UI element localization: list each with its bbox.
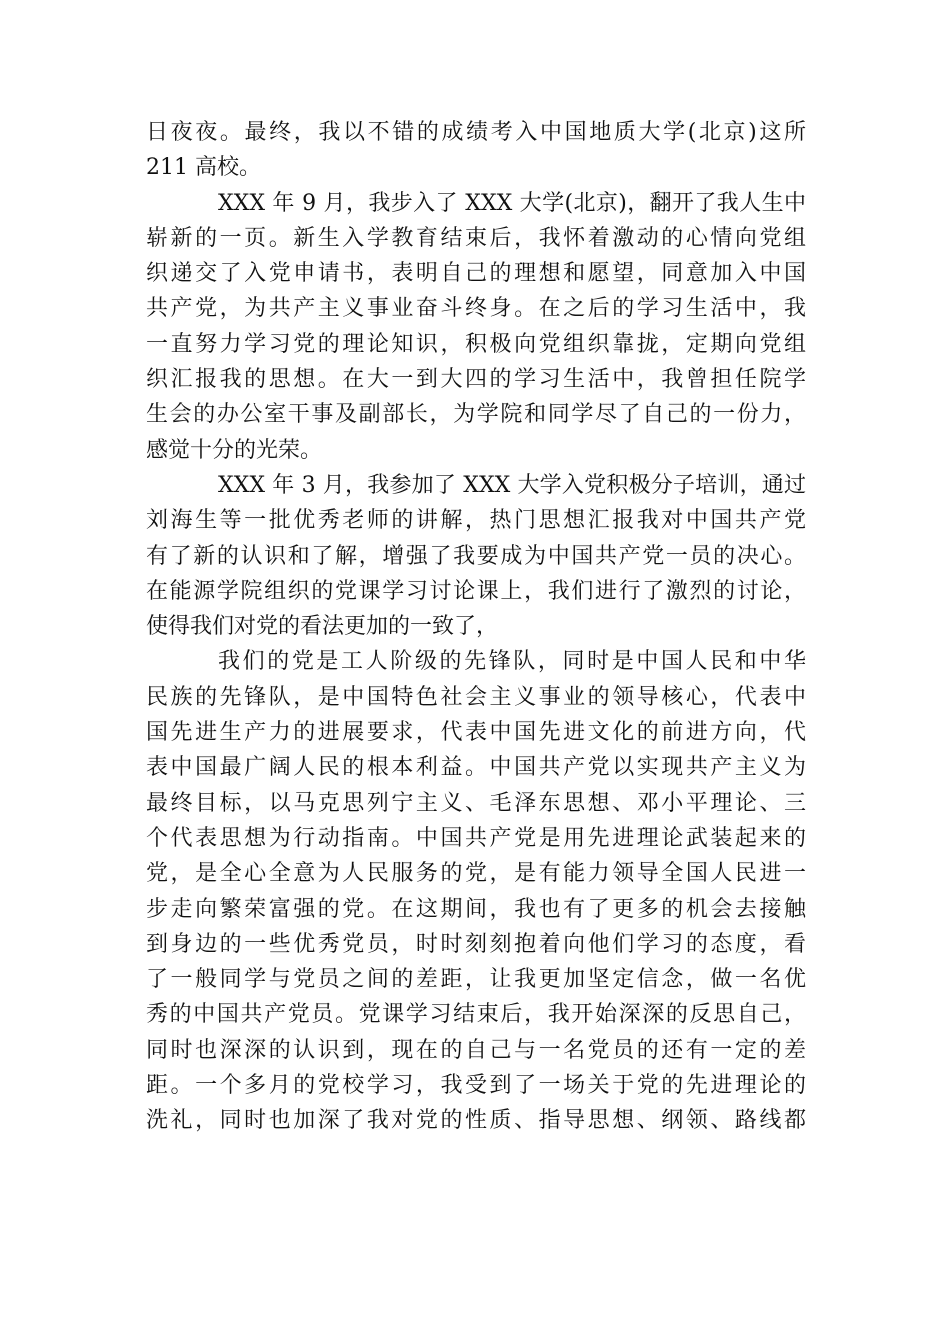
text-line: 织汇报我的思想。在大一到大四的学习生活中，我曾担任院学 <box>146 367 806 393</box>
text-line: 211 高校。 <box>146 155 261 181</box>
text-line: 有了新的认识和了解，增强了我要成为中国共产党一员的决心。 <box>146 543 806 569</box>
text-line: 生会的办公室干事及副部长，为学院和同学尽了自己的一份力， <box>146 402 806 428</box>
text-line: 同时也深深的认识到，现在的自己与一名党员的还有一定的差 <box>146 1037 806 1063</box>
text-line: 距。一个多月的党校学习，我受到了一场关于党的先进理论的 <box>146 1073 806 1099</box>
text-line: 我们的党是工人阶级的先锋队，同时是中国人民和中华 <box>218 649 806 675</box>
document-body <box>146 115 806 1139</box>
text-line: 织递交了入党申请书，表明自己的理想和愿望，同意加入中国 <box>146 261 806 287</box>
text-line: 洗礼，同时也加深了我对党的性质、指导思想、纲领、路线都 <box>146 1108 806 1134</box>
text-line: 感觉十分的光荣。 <box>146 437 323 463</box>
text-line: 步走向繁荣富强的党。在这期间，我也有了更多的机会去接触 <box>146 896 806 922</box>
text-line: 党，是全心全意为人民服务的党，是有能力领导全国人民进一 <box>146 861 806 887</box>
text-line: XXX 年 3 月，我参加了 XXX 大学入党积极分子培训，通过 <box>218 472 806 498</box>
text-line: 共产党，为共产主义事业奋斗终身。在之后的学习生活中，我 <box>146 296 806 322</box>
text-line: 刘海生等一批优秀老师的讲解，热门思想汇报我对中国共产党 <box>146 508 806 534</box>
text-line: 在能源学院组织的党课学习讨论课上，我们进行了激烈的讨论， <box>146 578 806 604</box>
text-line: 了一般同学与党员之间的差距，让我更加坚定信念，做一名优 <box>146 967 806 993</box>
text-line: 秀的中国共产党员。党课学习结束后，我开始深深的反思自己， <box>146 1002 806 1028</box>
text-line: 最终目标，以马克思列宁主义、毛泽东思想、邓小平理论、三 <box>146 790 806 816</box>
text-line: 一直努力学习党的理论知识，积极向党组织靠拢，定期向党组 <box>146 331 806 357</box>
text-line: 使得我们对党的看法更加的一致了， <box>146 614 499 640</box>
text-line: 个代表思想为行动指南。中国共产党是用先进理论武装起来的 <box>146 825 806 851</box>
text-line: 到身边的一些优秀党员，时时刻刻抱着向他们学习的态度，看 <box>146 931 806 957</box>
text-line: 表中国最广阔人民的根本利益。中国共产党以实现共产主义为 <box>146 755 806 781</box>
text-line: 国先进生产力的进展要求，代表中国先进文化的前进方向，代 <box>146 720 806 746</box>
text-line: 日夜夜。最终，我以不错的成绩考入中国地质大学(北京)这所 <box>146 120 806 145</box>
text-line: 崭新的一页。新生入学教育结束后，我怀着激动的心情向党组 <box>146 225 806 251</box>
text-line: XXX 年 9 月，我步入了 XXX 大学(北京)，翻开了我人生中 <box>218 190 806 216</box>
text-line: 民族的先锋队，是中国特色社会主义事业的领导核心，代表中 <box>146 684 806 710</box>
